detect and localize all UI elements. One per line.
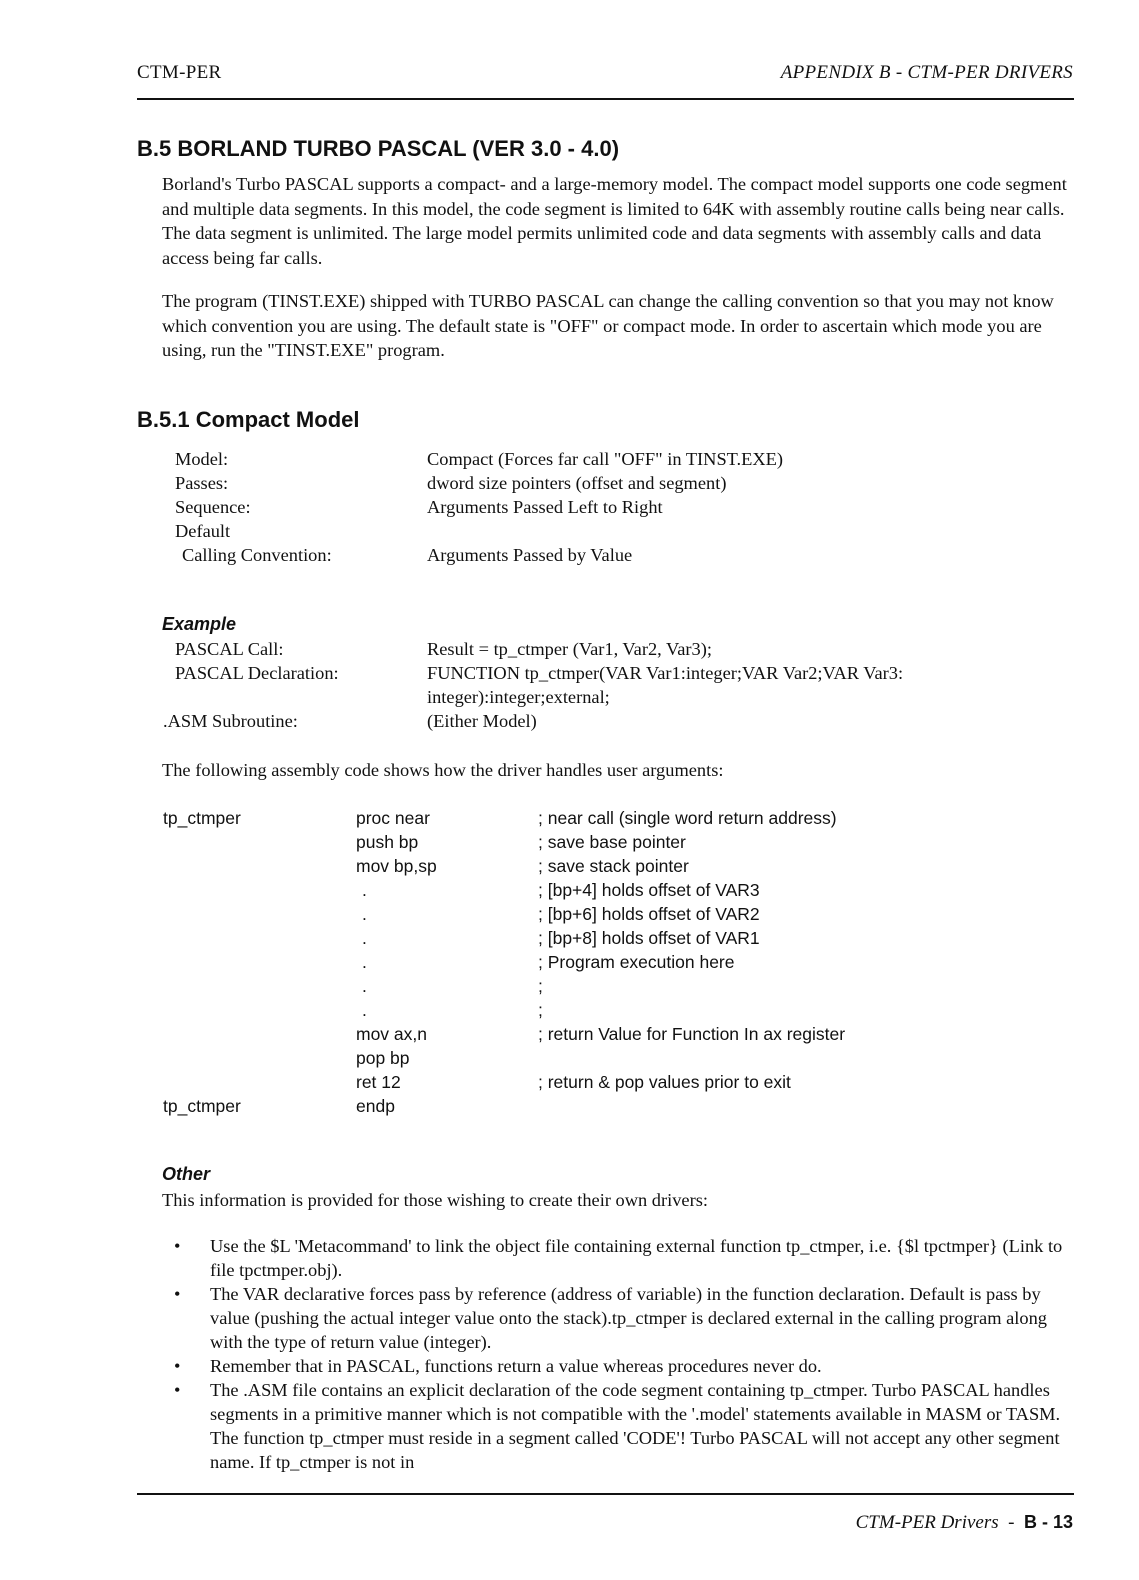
pascal-call-value: Result = tp_ctmper (Var1, Var2, Var3); — [427, 639, 712, 659]
assembly-intro: The following assembly code shows how the driver handles user arguments: — [162, 760, 724, 780]
code-comment: ; near call (single word return address) — [538, 808, 837, 828]
code-comment: ; return & pop values prior to exit — [538, 1072, 791, 1092]
code-comment: ; return Value for Function In ax register — [538, 1024, 846, 1044]
pascal-declaration-label: PASCAL Declaration: — [175, 663, 339, 683]
code-instr: mov ax,n — [356, 1024, 427, 1044]
example-heading: Example — [162, 614, 237, 634]
footer-title: CTM-PER Drivers — [855, 1512, 999, 1533]
list-item: • The .ASM file contains an explicit declaration of the code segment containing tp_ctmper. Turbo PASCAL handles segments in a primitive manner which is not compatible with the '.model' statements available in MASM or TASM. The function tp_ctmper must reside in a segment called 'CODE'! Turbo PASCAL will not accept any other segment name. If tp_ctmper is not in — [170, 1378, 1070, 1474]
code-instr: . — [362, 976, 367, 996]
running-header-right: APPENDIX B - CTM-PER DRIVERS — [780, 62, 1073, 83]
code-instr: pop bp — [356, 1048, 410, 1068]
code-comment: ; [bp+6] holds offset of VAR2 — [538, 904, 760, 924]
section-paragraph-1: Borland's Turbo PASCAL supports a compact- and a large-memory model. The compact model supports one code segment and multiple data segments. In this model, the code segment is limited to 64K with assembly routine calls being near calls. The data segment is unlimited. The large model permits unlimited code and data segments with assembly calls and data access being far calls. — [162, 174, 1067, 268]
running-header-left: CTM-PER — [137, 62, 222, 83]
page-number: B - 13 — [1023, 1512, 1073, 1532]
spec-value-passes: dword size pointers (offset and segment) — [427, 473, 727, 493]
spec-label-model: Model: — [175, 449, 229, 469]
code-label-start: tp_ctmper — [163, 808, 241, 828]
code-instr: . — [362, 1000, 367, 1020]
code-instr: proc near — [356, 808, 430, 828]
spec-label-passes: Passes: — [175, 473, 229, 493]
footer-rule — [137, 1493, 1074, 1495]
code-comment: ; — [538, 976, 543, 996]
spec-label-calling-convention: Calling Convention: — [182, 545, 332, 565]
code-comment: ; [bp+8] holds offset of VAR1 — [538, 928, 760, 948]
code-instr: push bp — [356, 832, 419, 852]
spec-value-sequence: Arguments Passed Left to Right — [427, 497, 663, 517]
code-instr: ret 12 — [356, 1072, 401, 1092]
list-item: • The VAR declarative forces pass by reference (address of variable) in the function declaration. Default is pass by value (pushing the actual integer value onto the stack).tp_ctmper is declared external in the calling program along with the type of return value (integer). — [170, 1282, 1070, 1354]
code-instr: endp — [356, 1096, 395, 1116]
asm-subroutine-label: .ASM Subroutine: — [163, 711, 298, 731]
code-instr: . — [362, 928, 367, 948]
spec-label-default: Default — [175, 521, 231, 541]
pascal-declaration-value: FUNCTION tp_ctmper(VAR Var1:integer;VAR Var2;VAR Var3: — [427, 663, 904, 683]
spec-value-model: Compact (Forces far call "OFF" in TINST.EXE) — [427, 449, 784, 469]
code-instr: . — [362, 904, 367, 924]
pascal-call-label: PASCAL Call: — [175, 639, 284, 659]
code-label-end: tp_ctmper — [163, 1096, 241, 1116]
other-intro: This information is provided for those wishing to create their own drivers: — [162, 1190, 708, 1210]
header-rule — [137, 98, 1074, 100]
page-footer — [856, 1512, 1073, 1534]
driver-notes-list — [170, 1234, 1070, 1474]
spec-label-sequence: Sequence: — [175, 497, 251, 517]
subsection-title: B.5.1 Compact Model — [137, 407, 360, 432]
code-comment: ; — [538, 1000, 543, 1020]
section-paragraph-2: The program (TINST.EXE) shipped with TURBO PASCAL can change the calling convention so that you may not know which convention you are using. The default state is "OFF" or compact mode. In order to ascertain which mode you are using, run the "TINST.EXE" program. — [162, 291, 1054, 360]
code-instr: . — [362, 952, 367, 972]
code-comment: ; Program execution here — [538, 952, 735, 972]
other-heading: Other — [162, 1164, 211, 1184]
list-item: • Remember that in PASCAL, functions return a value whereas procedures never do. — [170, 1354, 1070, 1378]
code-comment: ; [bp+4] holds offset of VAR3 — [538, 880, 760, 900]
section-title: B.5 BORLAND TURBO PASCAL (VER 3.0 - 4.0) — [137, 136, 620, 161]
spec-value-calling-convention: Arguments Passed by Value — [427, 545, 633, 565]
list-item: • Use the $L 'Metacommand' to link the object file containing external function tp_ctmper, i.e. {$l tpctmper} (Link to file tpctmper.obj). — [170, 1234, 1070, 1282]
pascal-declaration-value-cont: integer):integer;external; — [427, 687, 610, 707]
code-comment: ; save base pointer — [538, 832, 686, 852]
code-comment: ; save stack pointer — [538, 856, 689, 876]
code-instr: mov bp,sp — [356, 856, 437, 876]
footer-separator: - — [998, 1512, 1024, 1533]
asm-subroutine-value: (Either Model) — [427, 711, 537, 731]
code-instr: . — [362, 880, 367, 900]
